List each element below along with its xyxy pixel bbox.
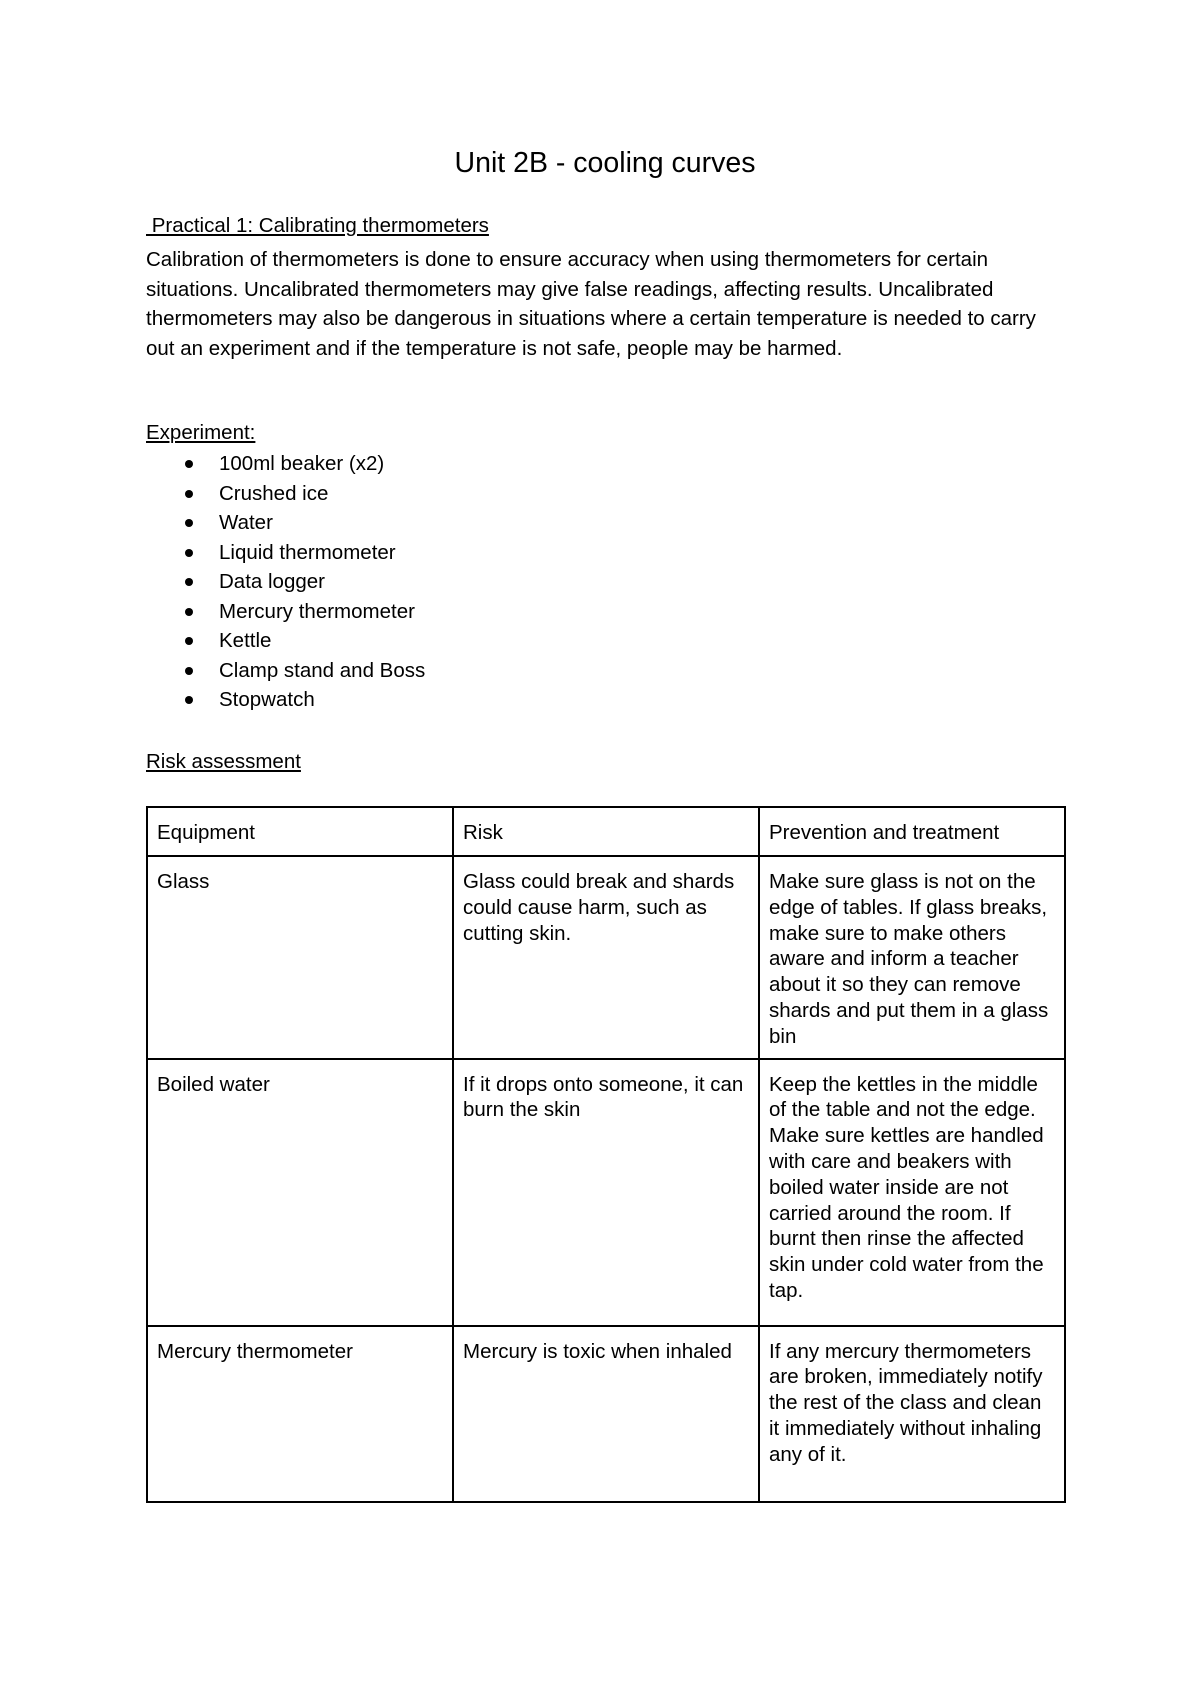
bullet-icon xyxy=(185,490,193,498)
table-cell: Boiled water xyxy=(147,1059,453,1326)
bullet-icon xyxy=(185,696,193,704)
bullet-icon xyxy=(185,519,193,527)
list-item: Stopwatch xyxy=(146,685,425,715)
bullet-icon xyxy=(185,460,193,468)
bullet-icon xyxy=(185,608,193,616)
table-cell: Make sure glass is not on the edge of tables. If glass breaks, make sure to make others aware and inform a teacher about it so they can remove shards and put them in a glass bin xyxy=(759,856,1065,1059)
intro-paragraph: Calibration of thermometers is done to ensure accuracy when using thermometers for certain situations. Uncalibrated thermometers may give false readings, affecting results. Uncalibrated thermometers may also be dangerous in situations where a certain temperature is needed to carry out an experiment and if the temperature is not safe, people may be harmed. xyxy=(146,248,1036,360)
experiment-heading: Experiment: xyxy=(146,421,256,444)
table-header-cell: Risk xyxy=(453,807,759,856)
practical-heading: Practical 1: Calibrating thermometers xyxy=(146,214,489,237)
bullet-icon xyxy=(185,667,193,675)
table-cell: Mercury is toxic when inhaled xyxy=(453,1326,759,1502)
table-cell: Glass xyxy=(147,856,453,1059)
list-item: Water xyxy=(146,508,425,538)
list-item: Kettle xyxy=(146,626,425,656)
table-header-cell: Equipment xyxy=(147,807,453,856)
list-item: Data logger xyxy=(146,567,425,597)
table-cell: If it drops onto someone, it can burn the skin xyxy=(453,1059,759,1326)
list-item: Liquid thermometer xyxy=(146,538,425,568)
table-row xyxy=(147,1326,1065,1502)
list-item: Crushed ice xyxy=(146,479,425,509)
risk-assessment-table xyxy=(146,806,1066,1503)
bullet-icon xyxy=(185,578,193,586)
list-item: Clamp stand and Boss xyxy=(146,656,425,686)
table-header-cell: Prevention and treatment xyxy=(759,807,1065,856)
table-header-row xyxy=(147,807,1065,856)
risk-assessment-heading: Risk assessment xyxy=(146,750,301,773)
table-cell: Glass could break and shards could cause harm, such as cutting skin. xyxy=(453,856,759,1059)
table-row xyxy=(147,856,1065,1059)
document-title: Unit 2B - cooling curves xyxy=(454,147,756,179)
list-item: Mercury thermometer xyxy=(146,597,425,627)
materials-list xyxy=(146,449,425,715)
table-cell: Mercury thermometer xyxy=(147,1326,453,1502)
table-cell: Keep the kettles in the middle of the table and not the edge. Make sure kettles are handled with care and beakers with boiled water inside are not carried around the room. If burnt then rinse the affected skin under cold water from the tap. xyxy=(759,1059,1065,1326)
list-item: 100ml beaker (x2) xyxy=(146,449,425,479)
table-row xyxy=(147,1059,1065,1326)
bullet-icon xyxy=(185,637,193,645)
table-cell: If any mercury thermometers are broken, immediately notify the rest of the class and clean it immediately without inhaling any of it. xyxy=(759,1326,1065,1502)
bullet-icon xyxy=(185,549,193,557)
